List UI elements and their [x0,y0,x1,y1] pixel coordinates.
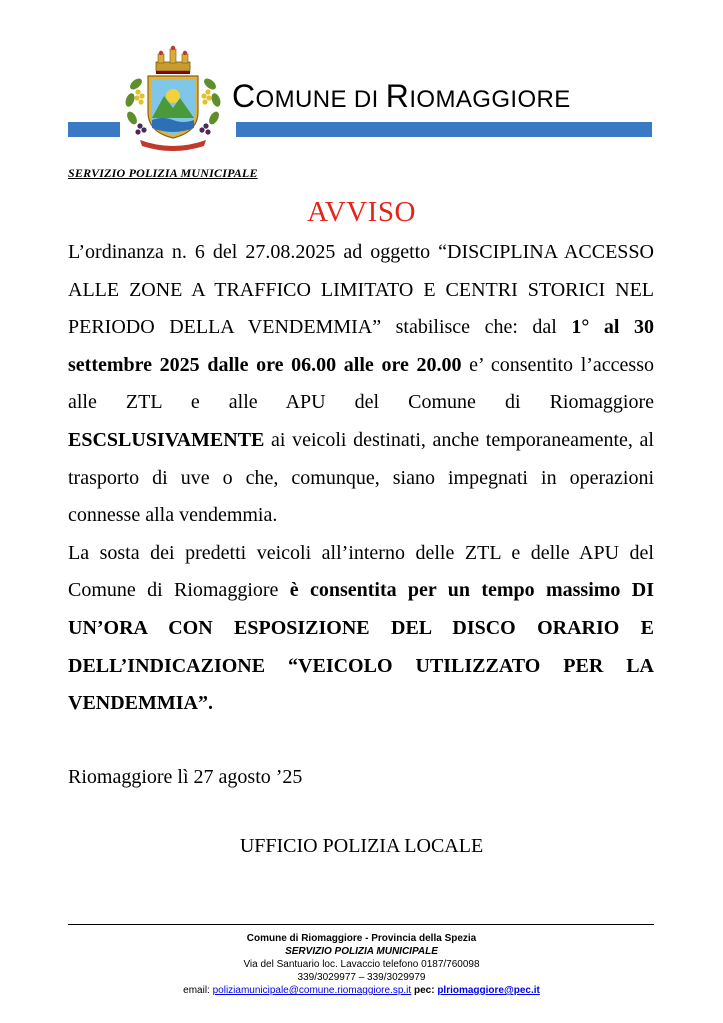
pec-label: pec: [411,985,438,996]
pec-link[interactable]: plriomaggiore@pec.it [437,985,540,996]
title-text-omune: OMUNE DI [255,86,386,113]
p2-intro: La sosta dei predetti veicoli all’interno delle ZTL e delle APU del Comune di Riomaggiore [68,541,654,602]
footer [0,932,723,997]
paragraph-ordinance [68,234,654,535]
p1-vehicles: ai veicoli destinati, anche temporaneamente, al trasporto di uve o che, comunque, siano impegnati in operazioni connesse alla vendemmia. [68,428,654,527]
notice-title: AVVISO [307,196,416,228]
footer-contacts [0,984,723,997]
email-link[interactable]: poliziamunicipale@comune.riomaggiore.sp.it [212,985,412,996]
p1-intro: L’ordinanza n. 6 del 27.08.2025 ad oggetto “DISCIPLINA ACCESSO ALLE ZONE A TRAFFICO LIMITATO E CENTRI STORICI NEL PERIODO DELLA VENDEMMIA” stabilisce che: dal [68,241,654,339]
header-bar-right [236,122,652,137]
footer-address: Via del Santuario loc. Lavaccio telefono 0187/760098 [243,959,480,970]
p2-limit: è consentita per un tempo massimo DI UN’ORA CON ESPOSIZIONE DEL DISCO ORARIO E DELL’INDICAZIONE “VEICOLO UTILIZZATO PER LA VENDEMMIA”. [68,579,654,715]
email-label: email: [183,985,213,996]
notice-body [68,234,654,723]
office-signature: UFFICIO POLIZIA LOCALE [239,835,484,857]
municipal-crest-icon [118,40,228,152]
footer-municipality: Comune di Riomaggiore - Provincia della Spezia [246,933,477,944]
footer-phones: 339/3029977 – 339/3029979 [297,972,426,983]
footer-divider [68,924,654,925]
title-initial-c: C [232,78,256,114]
p1-exclusive: ESCSLUSIVAMENTE [68,428,265,451]
dateline: Riomaggiore lì 27 agosto ’25 [68,766,303,788]
service-label: SERVIZIO POLIZIA MUNICIPALE [68,166,258,180]
p1-dates: 1° al 30 settembre 2025 dalle ore 06.00 alle ore 20.00 [68,316,654,376]
paragraph-parking [68,535,654,723]
title-text-iomaggiore: IOMAGGIORE [409,86,571,113]
footer-service: SERVIZIO POLIZIA MUNICIPALE [285,946,438,957]
p1-access: e’ consentito l’accesso alle ZTL e alle APU del Comune di Riomaggiore [68,353,654,414]
page-title [232,78,571,115]
header-bar-left [68,122,120,137]
title-initial-r: R [385,78,410,114]
